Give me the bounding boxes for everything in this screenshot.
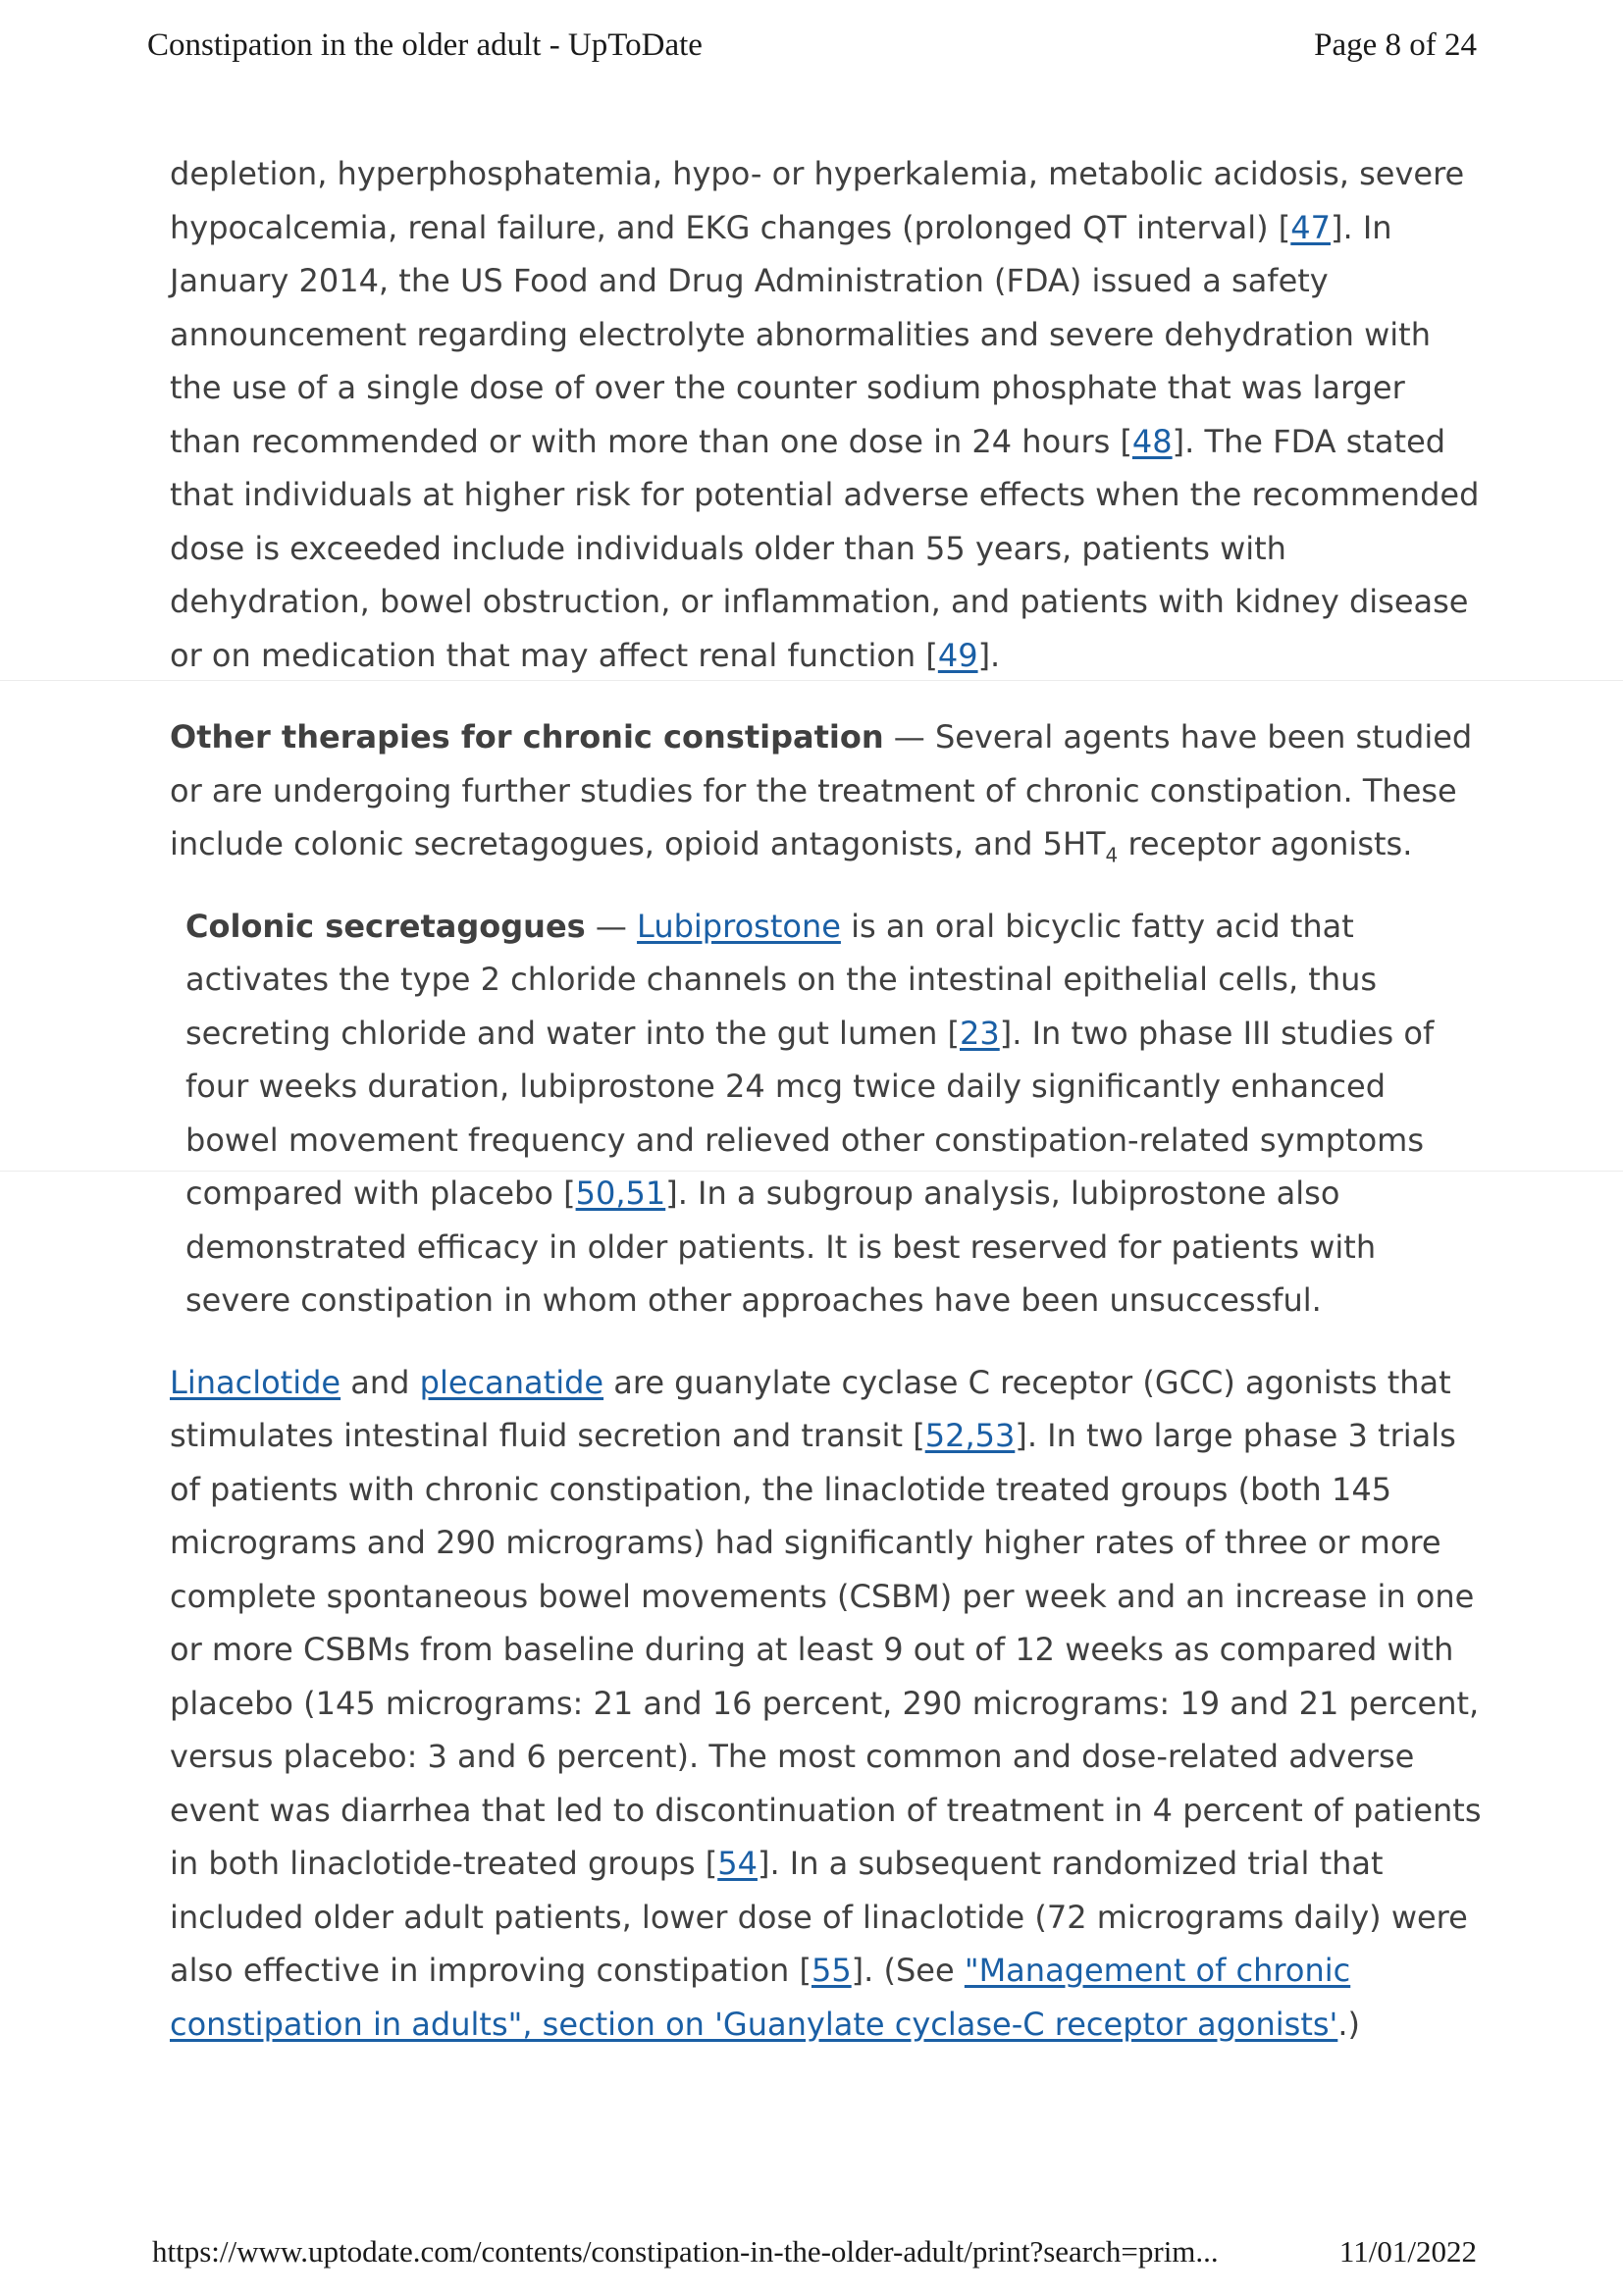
reference-link-50-51[interactable]: 50,51 (575, 1174, 666, 1212)
document-title: Constipation in the older adult - UpToDate (147, 27, 703, 63)
paragraph-linaclotide (170, 1356, 1485, 2052)
text-run: ]. The FDA stated that individuals at higher risk for potential adverse effects when the recommended dose is exceeded include individuals older than 55 years, patients with dehydration, bowel obstruction, or inflammation, and patients with kidney disease or on medication that may affect renal function [ (170, 422, 1480, 674)
drug-link-lubiprostone[interactable]: Lubiprostone (637, 907, 841, 945)
reference-link-48[interactable]: 48 (1131, 422, 1173, 460)
section-heading-other-therapies: Other therapies for chronic constipation (170, 718, 884, 756)
reference-link-23[interactable]: 23 (960, 1014, 1000, 1052)
see-also-link-management-chronic-constipation[interactable]: "Management of chronic constipation in adults", section on 'Guanylate cyclase-C receptor agonists' (170, 1952, 1351, 2043)
text-run: are guanylate cyclase C receptor (GCC) agonists that stimulates intestinal fluid secretion and transit [ (170, 1363, 1451, 1454)
text-run: ]. In January 2014, the US Food and Drug Administration (FDA) issued a safety announcement regarding electrolyte abnormalities and severe dehydration with the use of a single dose of over the counter sodium phosphate that was larger than recommended or with more than one dose in 24 hours [ (170, 208, 1431, 460)
source-url: https://www.uptodate.com/contents/constipation-in-the-older-adult/print?search=prim... (152, 2234, 1219, 2269)
text-run: ]. In two phase III studies of four weeks duration, lubiprostone 24 mcg twice daily significantly enhanced bowel movement frequency and relieved other constipation-related symptoms compared with placebo [ (185, 1014, 1435, 1212)
text-run: ]. In a subsequent randomized trial that included older adult patients, lower dose of linaclotide (72 micrograms daily) were also effective in improving constipation [ (170, 1845, 1468, 1989)
paragraph-other-therapies (170, 710, 1485, 871)
page-number: Page 8 of 24 (1314, 27, 1477, 63)
text-run: ]. (See (851, 1952, 965, 1989)
text-run: and (340, 1363, 420, 1401)
reference-link-54[interactable]: 54 (717, 1845, 758, 1882)
section-heading-colonic-secretagogues: Colonic secretagogues (185, 907, 586, 945)
reference-link-49[interactable]: 49 (937, 636, 978, 674)
article-body (170, 147, 1485, 2051)
text-run: — Several agents have been studied or are undergoing further studies for the treatment of chronic constipation. These include colonic secretagogues, opioid antagonists, and 5HT (170, 718, 1473, 862)
text-run: receptor agonists. (1118, 825, 1413, 862)
reference-link-52-53[interactable]: 52,53 (924, 1417, 1016, 1454)
paragraph-colonic-secretagogues (170, 900, 1485, 1328)
text-run: depletion, hyperphosphatemia, hypo- or hyperkalemia, metabolic acidosis, severe hypocalcemia, renal failure, and EKG changes (prolonged QT interval) [ (170, 155, 1465, 246)
reference-link-55[interactable]: 55 (811, 1952, 852, 1989)
reference-link-47[interactable]: 47 (1290, 208, 1331, 246)
subscript-4: 4 (1105, 843, 1119, 867)
text-run: ]. In a subgroup analysis, lubiprostone also demonstrated efficacy in older patients. It is best reserved for patients with severe constipation in whom other approaches have been unsuccessful. (185, 1174, 1377, 1319)
print-date: 11/01/2022 (1338, 2234, 1477, 2269)
text-run: is an oral bicyclic fatty acid that activates the type 2 chloride channels on the intestinal epithelial cells, thus secreting chloride and water into the gut lumen [ (185, 907, 1378, 1052)
drug-link-plecanatide[interactable]: plecanatide (419, 1363, 604, 1401)
text-run: .) (1337, 2005, 1360, 2043)
text-run: ]. (977, 636, 1001, 674)
paragraph-sodium-phosphate (170, 147, 1485, 682)
text-run: — (585, 907, 638, 945)
drug-link-linaclotide[interactable]: Linaclotide (170, 1363, 341, 1401)
text-run: ]. In two large phase 3 trials of patients with chronic constipation, the linaclotide treated groups (both 145 micrograms and 290 micrograms) had significantly higher rates of three or more complete spontaneous bowel movements (CSBM) per week and an increase in one or more CSBMs from baseline during at least 9 out of 12 weeks as compared with placebo (145 micrograms: 21 and 16 percent, 290 micrograms: 19 and 21 percent, versus placebo: 3 and 6 percent). The most common and dose-related adverse event was diarrhea that led to discontinuation of treatment in 4 percent of patients in both linaclotide-treated groups [ (170, 1417, 1482, 1882)
